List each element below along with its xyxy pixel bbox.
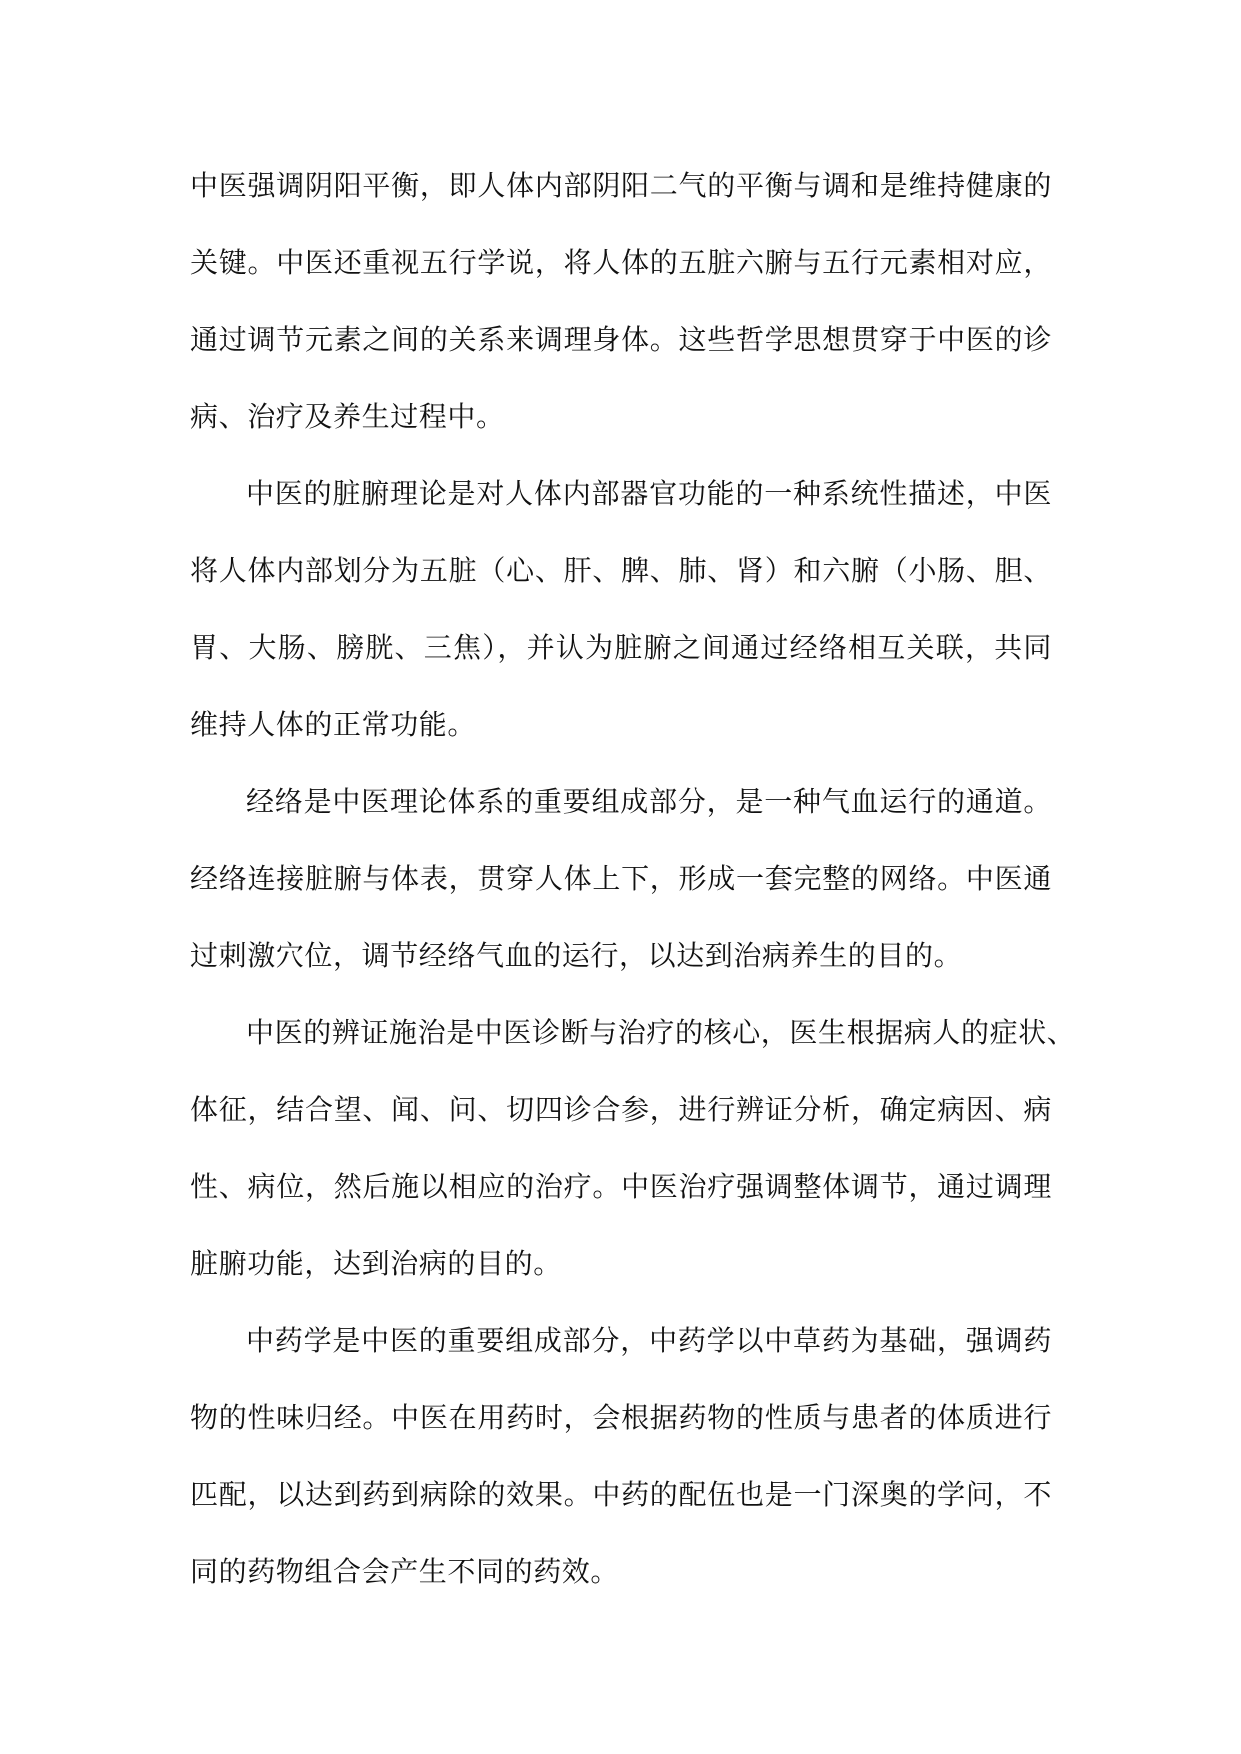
text-line: 经络是中医理论体系的重要组成部分，是一种气血运行的通道。 [246, 785, 1052, 818]
text-line: 关键。中医还重视五行学说，将人体的五脏六腑与五行元素相对应， [190, 246, 1052, 279]
text-line: 同的药物组合会产生不同的药效。 [190, 1555, 620, 1588]
text-line: 脏腑功能，达到治病的目的。 [190, 1247, 562, 1280]
text-line: 中医强调阴阳平衡，即人体内部阴阳二气的平衡与调和是维持健康的 [190, 169, 1052, 202]
text-line: 中医的辨证施治是中医诊断与治疗的核心，医生根据病人的症状、 [246, 1016, 1076, 1049]
text-line: 维持人体的正常功能。 [190, 708, 477, 741]
paragraph-yin-yang [190, 147, 1052, 455]
paragraph-zang-fu [190, 455, 1052, 763]
text-line: 过刺激穴位，调节经络气血的运行，以达到治病养生的目的。 [190, 939, 963, 972]
text-line: 胃、大肠、膀胱、三焦），并认为脏腑之间通过经络相互关联，共同 [190, 631, 1052, 664]
paragraph-syndrome-differentiation [190, 994, 1076, 1302]
text-line: 物的性味归经。中医在用药时，会根据药物的性质与患者的体质进行 [190, 1401, 1052, 1434]
text-line: 将人体内部划分为五脏（心、肝、脾、肺、肾）和六腑（小肠、胆、 [190, 554, 1052, 587]
text-line: 通过调节元素之间的关系来调理身体。这些哲学思想贯穿于中医的诊 [190, 323, 1052, 356]
text-line: 病、治疗及养生过程中。 [190, 400, 505, 433]
paragraph-meridians [190, 763, 1052, 994]
paragraph-materia-medica [190, 1302, 1052, 1610]
text-line: 中医的脏腑理论是对人体内部器官功能的一种系统性描述，中医 [246, 477, 1052, 510]
text-line: 匹配，以达到药到病除的效果。中药的配伍也是一门深奥的学问，不 [190, 1478, 1052, 1511]
text-line: 性、病位，然后施以相应的治疗。中医治疗强调整体调节，通过调理 [190, 1170, 1052, 1203]
text-line: 中药学是中医的重要组成部分，中药学以中草药为基础，强调药 [246, 1324, 1052, 1357]
text-line: 经络连接脏腑与体表，贯穿人体上下，形成一套完整的网络。中医通 [190, 862, 1052, 895]
text-line: 体征，结合望、闻、问、切四诊合参，进行辨证分析，确定病因、病 [190, 1093, 1052, 1126]
document-body [190, 147, 1076, 1610]
